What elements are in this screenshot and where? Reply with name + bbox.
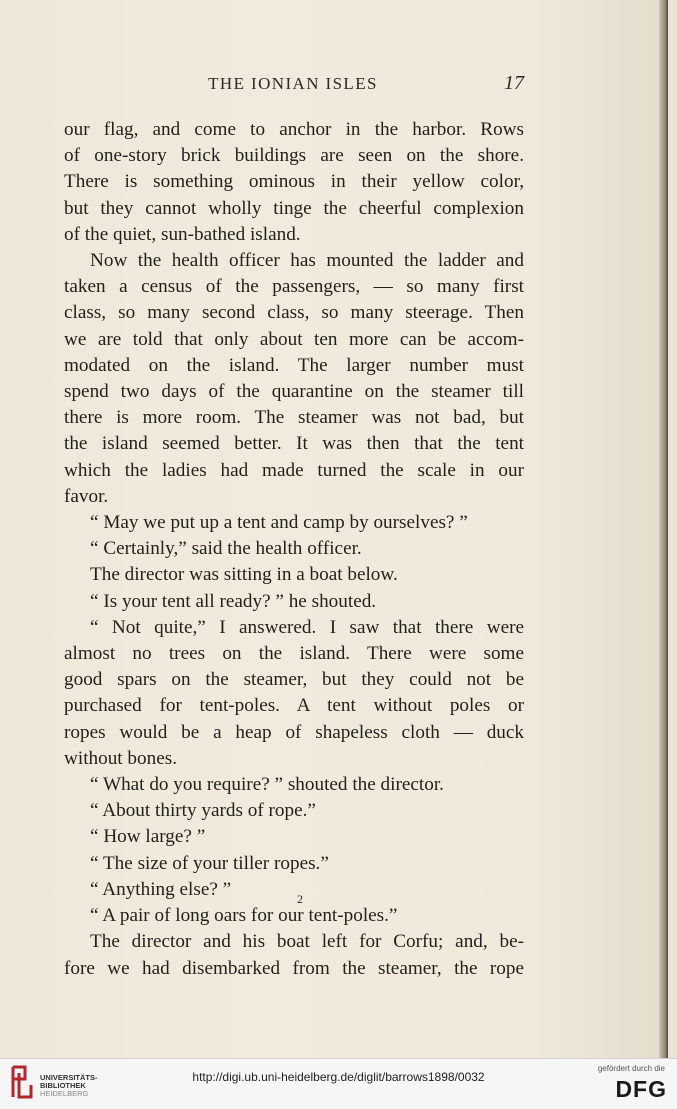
text-line: there is more room. The steamer was not bad, but (64, 407, 524, 429)
text-line: The director was sitting in a boat below. (90, 564, 398, 586)
text-line: “ Is your tent all ready? ” he shouted. (90, 590, 377, 612)
text-line: “ May we put up a tent and camp by ourselves? ” (90, 512, 468, 534)
text-line: “ A pair of long oars for our tent-poles.” (90, 905, 398, 927)
text-line: “ Certainly,” said the health officer. (90, 538, 362, 560)
text-line: favor. (64, 485, 109, 507)
text-line: “ The size of your tiller ropes.” (90, 852, 329, 874)
text-line: The director and his boat left for Corfu; and, be- (90, 931, 524, 953)
text-line: class, so many second class, so many steerage. Then (64, 302, 524, 324)
text-line: we are told that only about ten more can be accom- (64, 328, 524, 350)
text-line: without bones. (64, 747, 177, 769)
text-line: but they cannot wholly tinge the cheerful complexion (64, 197, 524, 219)
text-line: good spars on the steamer, but they could not be (64, 669, 524, 691)
running-header (62, 74, 524, 98)
text-line: “ Anything else? ” (90, 878, 232, 900)
permalink-url[interactable]: http://digi.ub.uni-heidelberg.de/diglit/barrows1898/0032 (192, 1070, 485, 1084)
page-number: 17 (504, 72, 524, 94)
text-line: There is something ominous in their yellow color, (64, 171, 524, 193)
text-line: taken a census of the passengers, — so many first (64, 276, 524, 298)
text-line: of one-story brick buildings are seen on the shore. (64, 145, 524, 167)
dfg-logo: DFG (615, 1076, 667, 1102)
text-line: almost no trees on the island. There were some (64, 643, 524, 665)
text-line: spend two days of the quarantine on the steamer till (64, 381, 524, 403)
text-line: ropes would be a heap of shapeless cloth — duck (64, 721, 524, 743)
text-line: of the quiet, sun-bathed island. (64, 223, 301, 245)
text-line: “ What do you require? ” shouted the director. (90, 774, 444, 796)
text-line: Now the health officer has mounted the ladder and (90, 250, 524, 272)
signature-mark: 2 (297, 892, 303, 906)
text-line: fore we had disembarked from the steamer, the rope (64, 957, 524, 979)
text-line: our flag, and come to anchor in the harbor. Rows (64, 119, 524, 140)
funded-by-label: gefördert durch die (597, 1064, 665, 1073)
text-line: “ About thirty yards of rope.” (90, 800, 316, 822)
text-line: “ How large? ” (90, 826, 206, 848)
page-spine-shadow (659, 0, 668, 1058)
text-line: which the ladies had made turned the scale in our (64, 459, 524, 481)
body-text (64, 117, 524, 982)
university-library-name: UNIVERSITÄTS- BIBLIOTHEK HEIDELBERG (40, 1073, 98, 1098)
text-line: purchased for tent-poles. A tent without poles or (64, 695, 524, 717)
text-line: the island seemed better. It was then that the tent (64, 433, 524, 455)
text-line: modated on the island. The larger number must (64, 354, 524, 376)
text-line: “ Not quite,” I answered. I saw that there were (90, 616, 524, 638)
running-title: THE IONIAN ISLES (208, 74, 378, 93)
